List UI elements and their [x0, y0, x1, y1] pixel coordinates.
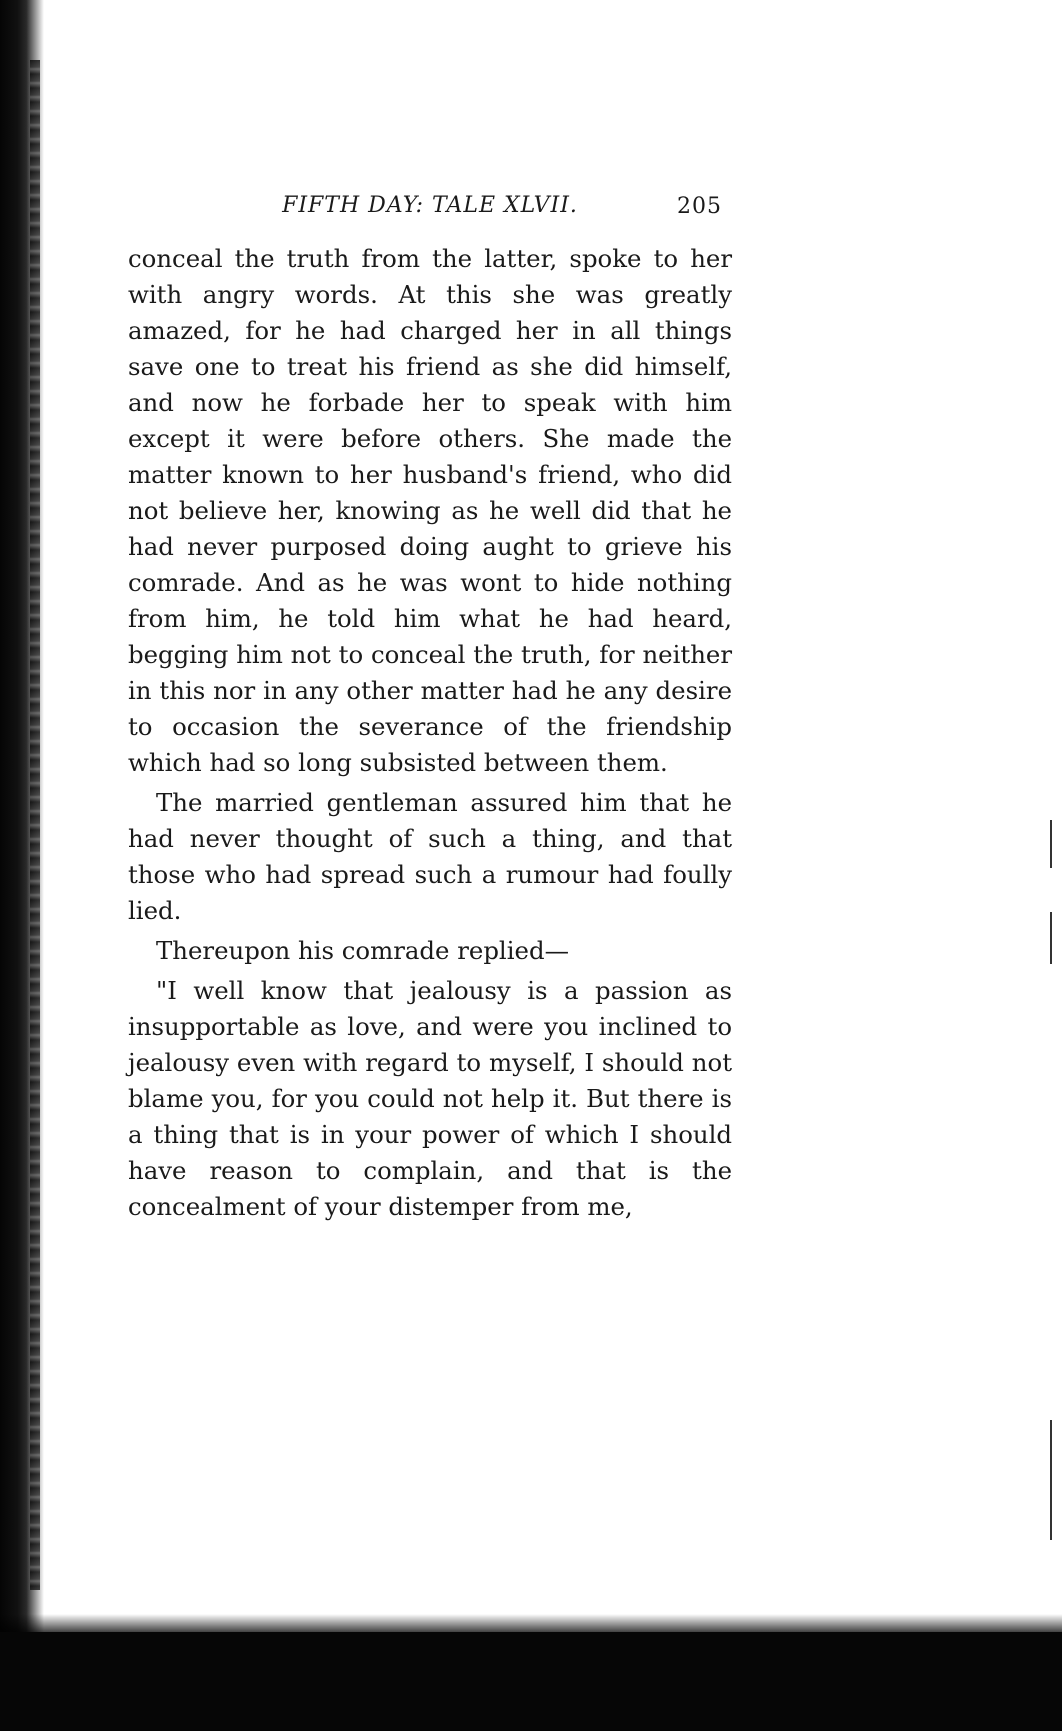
paragraph: conceal the truth from the latter, spoke to her with angry words. At this she was greatly amazed, for he had charged her in all things save one to treat his friend as she did himself, and now he forbade her to speak with him except it were before others. She made the matter known to her husband's friend, who did not believe her, knowing as he well did that he had never purposed doing aught to grieve his comrade. And as he was wont to hide nothing from him, he told him what he had heard, begging him not to conceal the truth, for neither in this nor in any other matter had he any desire to occasion the severance of the friendship which had so long subsisted between them. [128, 244, 732, 777]
page-number: 205 [677, 194, 722, 219]
body-text [128, 241, 732, 1225]
running-title: FIFTH DAY: TALE XLVII. [282, 193, 578, 218]
paragraph: The married gentleman assured him that he had never thought of such a thing, and that those who had spread such a rumour had foully lied. [128, 788, 732, 925]
paragraph: Thereupon his comrade replied— [156, 936, 569, 965]
book-page [128, 193, 732, 1229]
running-head [128, 193, 732, 227]
paragraph: "I well know that jealousy is a passion as insupportable as love, and were you inclined to jealousy even with regard to myself, I should not blame you, for you could not help it. But there is a thing that is in your power of which I should have reason to complain, and that is the concealment of your distemper from me, [128, 976, 732, 1221]
scan-right-mark [1050, 820, 1052, 868]
scan-right-mark [1050, 912, 1052, 964]
scan-binding-shadow [30, 60, 40, 1590]
scan-right-mark [1050, 1420, 1052, 1540]
scan-bottom-edge [0, 1632, 1062, 1731]
